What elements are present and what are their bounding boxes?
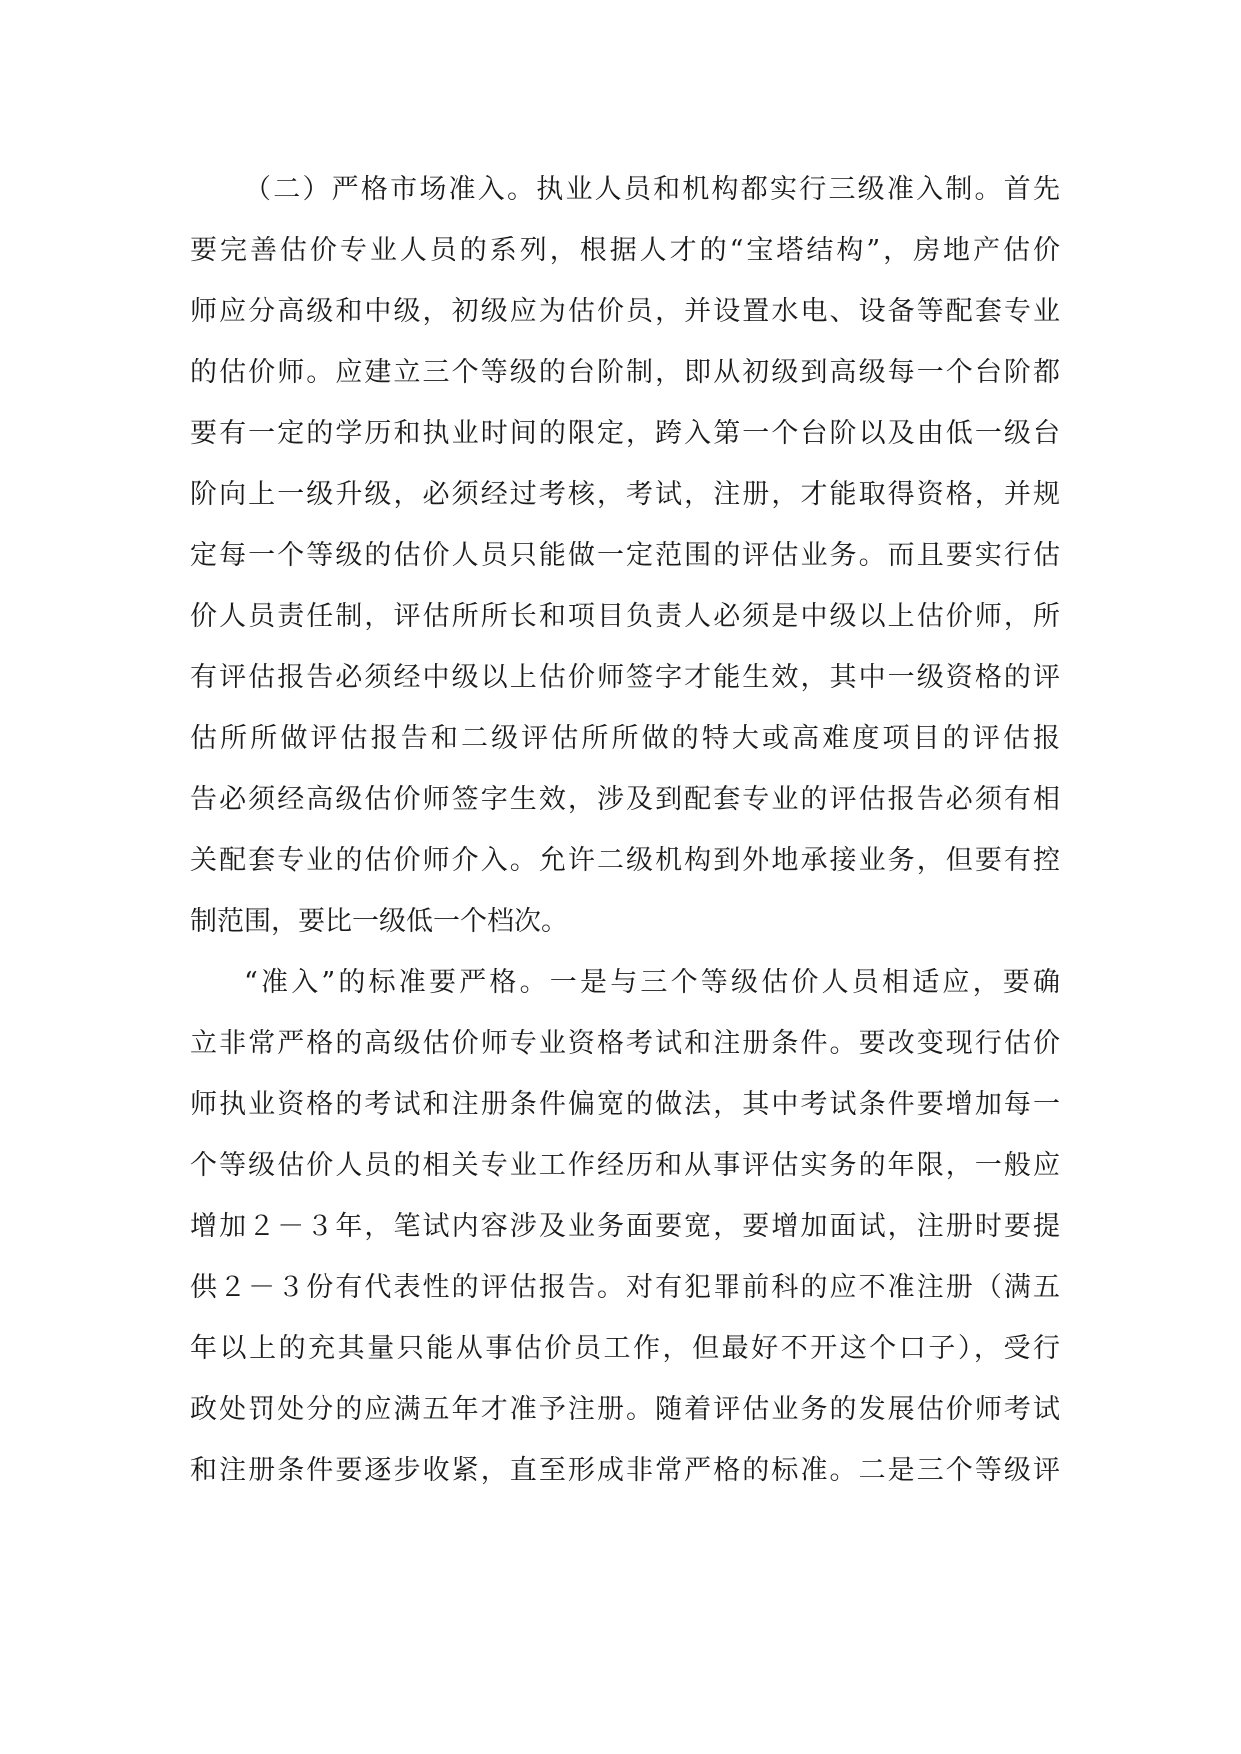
paragraph-entry-standards — [190, 952, 1060, 1501]
text-line: （二）严格市场准入。执业人员和机构都实行三级准入制。首先 — [244, 174, 1060, 205]
text-line: 的估价师。应建立三个等级的台阶制，即从初级到高级每一个台阶都 — [190, 357, 1060, 388]
document-body — [190, 159, 1060, 1501]
text-line: 供２－３份有代表性的评估报告。对有犯罪前科的应不准注册（满五 — [190, 1272, 1060, 1303]
text-line: 关配套专业的估价师介入。允许二级机构到外地承接业务，但要有控 — [190, 845, 1060, 876]
text-line: 和注册条件要逐步收紧，直至形成非常严格的标准。二是三个等级评 — [190, 1455, 1060, 1486]
text-line: 要有一定的学历和执业时间的限定，跨入第一个台阶以及由低一级台 — [190, 418, 1060, 449]
text-line: “准入”的标准要严格。一是与三个等级估价人员相适应，要确 — [244, 967, 1060, 998]
text-line: 师应分高级和中级，初级应为估价员，并设置水电、设备等配套专业 — [190, 296, 1060, 327]
text-line: 价人员责任制，评估所所长和项目负责人必须是中级以上估价师，所 — [190, 601, 1060, 632]
text-line: 定每一个等级的估价人员只能做一定范围的评估业务。而且要实行估 — [190, 540, 1060, 571]
text-line: 立非常严格的高级估价师专业资格考试和注册条件。要改变现行估价 — [190, 1028, 1060, 1059]
text-line: 个等级估价人员的相关专业工作经历和从事评估实务的年限，一般应 — [190, 1150, 1060, 1181]
text-line: 增加２－３年，笔试内容涉及业务面要宽，要增加面试，注册时要提 — [190, 1211, 1060, 1242]
text-line: 告必须经高级估价师签字生效，涉及到配套专业的评估报告必须有相 — [190, 784, 1060, 815]
text-line: 要完善估价专业人员的系列，根据人才的“宝塔结构”，房地产估价 — [190, 235, 1060, 266]
paragraph-market-entry — [190, 159, 1060, 952]
text-line: 年以上的充其量只能从事估价员工作，但最好不开这个口子），受行 — [190, 1333, 1060, 1364]
text-line: 制范围，要比一级低一个档次。 — [190, 906, 568, 937]
text-line: 政处罚处分的应满五年才准予注册。随着评估业务的发展估价师考试 — [190, 1394, 1060, 1425]
text-line: 阶向上一级升级，必须经过考核，考试，注册，才能取得资格，并规 — [190, 479, 1060, 510]
text-line: 师执业资格的考试和注册条件偏宽的做法，其中考试条件要增加每一 — [190, 1089, 1060, 1120]
text-line: 估所所做评估报告和二级评估所所做的特大或高难度项目的评估报 — [190, 723, 1060, 754]
text-line: 有评估报告必须经中级以上估价师签字才能生效，其中一级资格的评 — [190, 662, 1060, 693]
